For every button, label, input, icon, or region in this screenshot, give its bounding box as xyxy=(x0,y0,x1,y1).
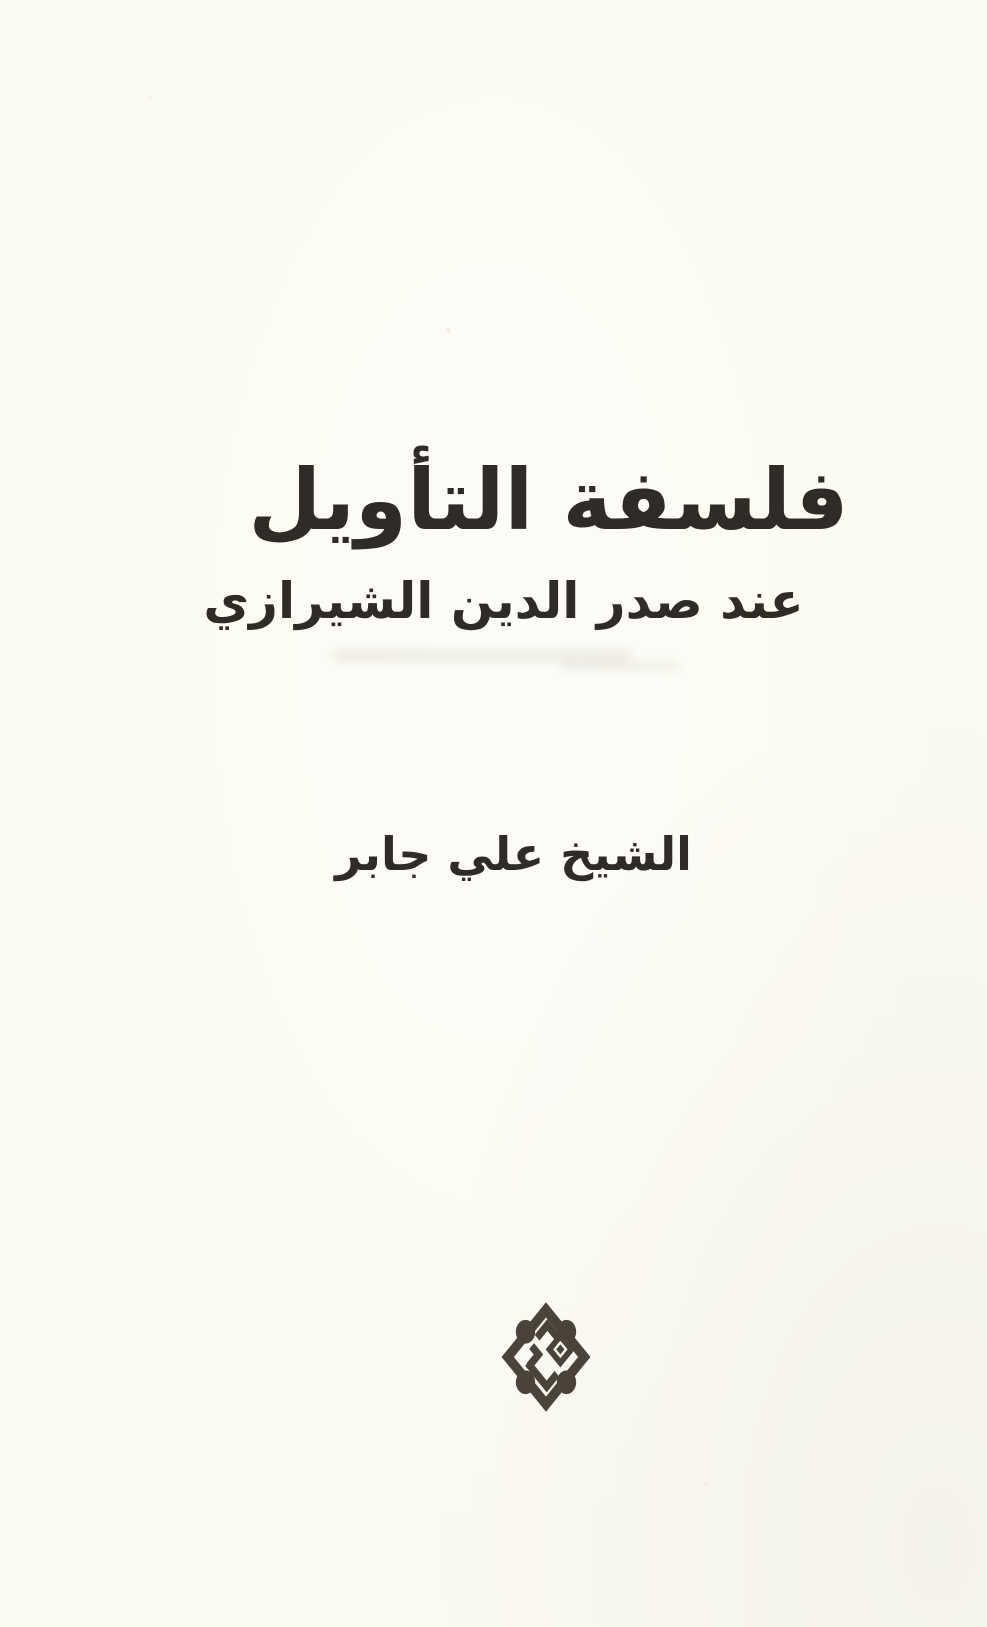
author-name: الشيخ علي جابر xyxy=(335,827,692,881)
publisher-emblem-icon xyxy=(488,1282,604,1432)
book-subtitle: عند صدر الدين الشيرازي xyxy=(203,572,804,630)
ink-bleedthrough-mark xyxy=(560,660,680,672)
paper-speck xyxy=(148,96,152,99)
paper-speck xyxy=(446,328,451,333)
paper-speck xyxy=(704,1482,707,1485)
book-title: فلسفة التأويل xyxy=(248,451,849,549)
